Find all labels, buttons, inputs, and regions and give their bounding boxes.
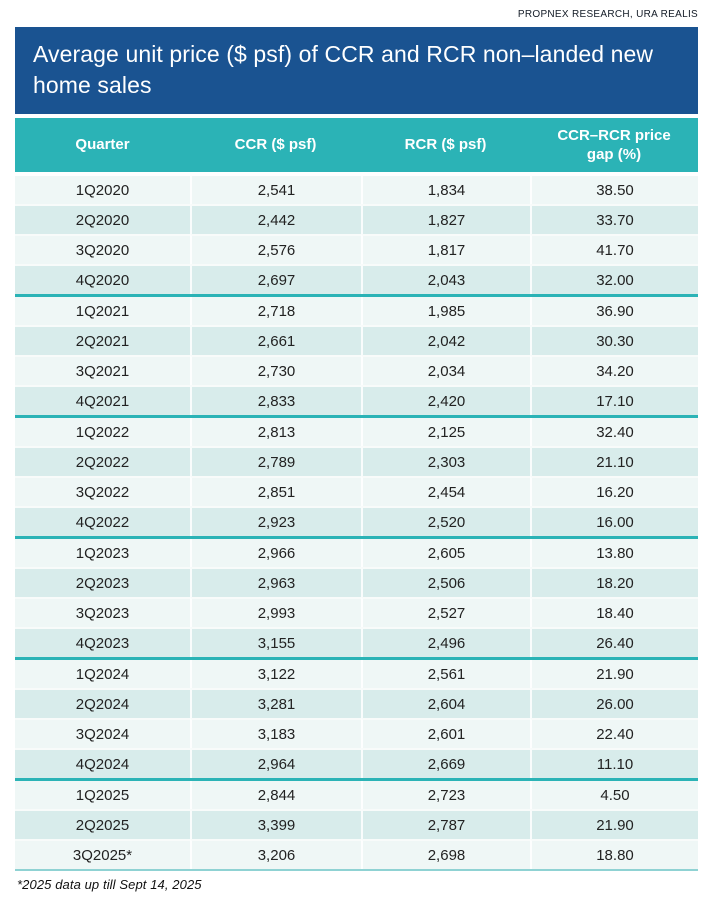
- ccr-psf-cell: 3,281: [190, 688, 361, 718]
- price-gap-cell: 4.50: [530, 781, 698, 809]
- ccr-psf-cell: 3,122: [190, 660, 361, 688]
- quarter-cell: 3Q2020: [15, 234, 190, 264]
- rcr-psf-cell: 2,604: [361, 688, 530, 718]
- rcr-psf-cell: 2,669: [361, 748, 530, 778]
- table-row: [15, 748, 698, 778]
- ccr-psf-cell: 2,844: [190, 781, 361, 809]
- quarter-cell: 1Q2022: [15, 418, 190, 446]
- table-row: [15, 718, 698, 748]
- table-row: [15, 567, 698, 597]
- ccr-psf-cell: 2,541: [190, 176, 361, 204]
- table-row: [15, 809, 698, 839]
- rcr-psf-cell: 2,042: [361, 325, 530, 355]
- quarter-cell: 3Q2023: [15, 597, 190, 627]
- quarter-cell: 1Q2024: [15, 660, 190, 688]
- price-gap-cell: 30.30: [530, 325, 698, 355]
- column-header: CCR–RCR price gap (%): [530, 118, 698, 176]
- ccr-psf-cell: 2,963: [190, 567, 361, 597]
- table-row: [15, 597, 698, 627]
- column-header: RCR ($ psf): [361, 118, 530, 176]
- ccr-psf-cell: 2,789: [190, 446, 361, 476]
- page-title: Average unit price ($ psf) of CCR and RCR non–landed new home sales: [15, 27, 698, 114]
- ccr-psf-cell: 2,993: [190, 597, 361, 627]
- rcr-psf-cell: 2,527: [361, 597, 530, 627]
- ccr-psf-cell: 3,155: [190, 627, 361, 657]
- rcr-psf-cell: 2,125: [361, 418, 530, 446]
- quarter-cell: 2Q2022: [15, 446, 190, 476]
- footnote: *2025 data up till Sept 14, 2025: [17, 877, 202, 893]
- quarter-cell: 4Q2022: [15, 506, 190, 536]
- rcr-psf-cell: 2,303: [361, 446, 530, 476]
- table-row: [15, 355, 698, 385]
- rcr-psf-cell: 2,043: [361, 264, 530, 294]
- quarter-cell: 4Q2021: [15, 385, 190, 415]
- quarter-cell: 3Q2024: [15, 718, 190, 748]
- quarter-cell: 4Q2020: [15, 264, 190, 294]
- table-row: [15, 660, 698, 688]
- ccr-psf-cell: 2,661: [190, 325, 361, 355]
- rcr-psf-cell: 1,817: [361, 234, 530, 264]
- quarter-cell: 1Q2021: [15, 297, 190, 325]
- table-row: [15, 781, 698, 809]
- rcr-psf-cell: 2,605: [361, 539, 530, 567]
- rcr-psf-cell: 2,561: [361, 660, 530, 688]
- price-gap-cell: 17.10: [530, 385, 698, 415]
- price-gap-cell: 21.90: [530, 809, 698, 839]
- price-gap-cell: 21.10: [530, 446, 698, 476]
- ccr-psf-cell: 2,576: [190, 234, 361, 264]
- table-header-row: [15, 118, 698, 176]
- ccr-psf-cell: 2,833: [190, 385, 361, 415]
- ccr-psf-cell: 2,697: [190, 264, 361, 294]
- table-row: [15, 297, 698, 325]
- table-row: [15, 539, 698, 567]
- quarter-cell: 4Q2024: [15, 748, 190, 778]
- quarter-cell: 2Q2021: [15, 325, 190, 355]
- table-row: [15, 325, 698, 355]
- ccr-psf-cell: 2,442: [190, 204, 361, 234]
- table-row: [15, 234, 698, 264]
- rcr-psf-cell: 2,787: [361, 809, 530, 839]
- quarter-cell: 3Q2022: [15, 476, 190, 506]
- rcr-psf-cell: 2,420: [361, 385, 530, 415]
- price-gap-cell: 32.00: [530, 264, 698, 294]
- price-gap-cell: 18.40: [530, 597, 698, 627]
- price-gap-cell: 33.70: [530, 204, 698, 234]
- ccr-psf-cell: 2,964: [190, 748, 361, 778]
- rcr-psf-cell: 2,034: [361, 355, 530, 385]
- quarter-cell: 2Q2023: [15, 567, 190, 597]
- ccr-psf-cell: 2,966: [190, 539, 361, 567]
- ccr-psf-cell: 3,206: [190, 839, 361, 869]
- quarter-cell: 1Q2023: [15, 539, 190, 567]
- price-table: [15, 118, 698, 871]
- price-gap-cell: 18.80: [530, 839, 698, 869]
- price-gap-cell: 22.40: [530, 718, 698, 748]
- quarter-cell: 3Q2021: [15, 355, 190, 385]
- rcr-psf-cell: 2,698: [361, 839, 530, 869]
- quarter-cell: 2Q2024: [15, 688, 190, 718]
- column-header: CCR ($ psf): [190, 118, 361, 176]
- quarter-cell: 1Q2025: [15, 781, 190, 809]
- quarter-cell: 4Q2023: [15, 627, 190, 657]
- quarter-cell: 3Q2025*: [15, 839, 190, 869]
- price-gap-cell: 21.90: [530, 660, 698, 688]
- rcr-psf-cell: 2,520: [361, 506, 530, 536]
- ccr-psf-cell: 2,923: [190, 506, 361, 536]
- rcr-psf-cell: 1,985: [361, 297, 530, 325]
- rcr-psf-cell: 2,506: [361, 567, 530, 597]
- quarter-cell: 2Q2025: [15, 809, 190, 839]
- price-gap-cell: 36.90: [530, 297, 698, 325]
- table-row: [15, 446, 698, 476]
- table-row: [15, 385, 698, 415]
- table-body: [15, 176, 698, 871]
- price-gap-cell: 26.40: [530, 627, 698, 657]
- price-gap-cell: 26.00: [530, 688, 698, 718]
- price-gap-cell: 32.40: [530, 418, 698, 446]
- ccr-psf-cell: 2,813: [190, 418, 361, 446]
- table-row: [15, 418, 698, 446]
- rcr-psf-cell: 1,834: [361, 176, 530, 204]
- rcr-psf-cell: 2,601: [361, 718, 530, 748]
- table-row: [15, 204, 698, 234]
- table-row: [15, 506, 698, 536]
- price-gap-cell: 11.10: [530, 748, 698, 778]
- quarter-cell: 1Q2020: [15, 176, 190, 204]
- price-gap-cell: 38.50: [530, 176, 698, 204]
- quarter-cell: 2Q2020: [15, 204, 190, 234]
- rcr-psf-cell: 2,496: [361, 627, 530, 657]
- table-row: [15, 476, 698, 506]
- table-row: [15, 627, 698, 657]
- ccr-psf-cell: 3,399: [190, 809, 361, 839]
- ccr-psf-cell: 2,718: [190, 297, 361, 325]
- ccr-psf-cell: 3,183: [190, 718, 361, 748]
- table-row: [15, 839, 698, 869]
- source-credit: PROPNEX RESEARCH, URA REALIS: [517, 9, 698, 20]
- table-row: [15, 264, 698, 294]
- price-gap-cell: 41.70: [530, 234, 698, 264]
- price-gap-cell: 16.00: [530, 506, 698, 536]
- rcr-psf-cell: 1,827: [361, 204, 530, 234]
- table-row: [15, 176, 698, 204]
- rcr-psf-cell: 2,723: [361, 781, 530, 809]
- ccr-psf-cell: 2,730: [190, 355, 361, 385]
- column-header: Quarter: [15, 118, 190, 176]
- price-gap-cell: 16.20: [530, 476, 698, 506]
- price-gap-cell: 13.80: [530, 539, 698, 567]
- table-row: [15, 688, 698, 718]
- ccr-psf-cell: 2,851: [190, 476, 361, 506]
- rcr-psf-cell: 2,454: [361, 476, 530, 506]
- price-gap-cell: 18.20: [530, 567, 698, 597]
- price-gap-cell: 34.20: [530, 355, 698, 385]
